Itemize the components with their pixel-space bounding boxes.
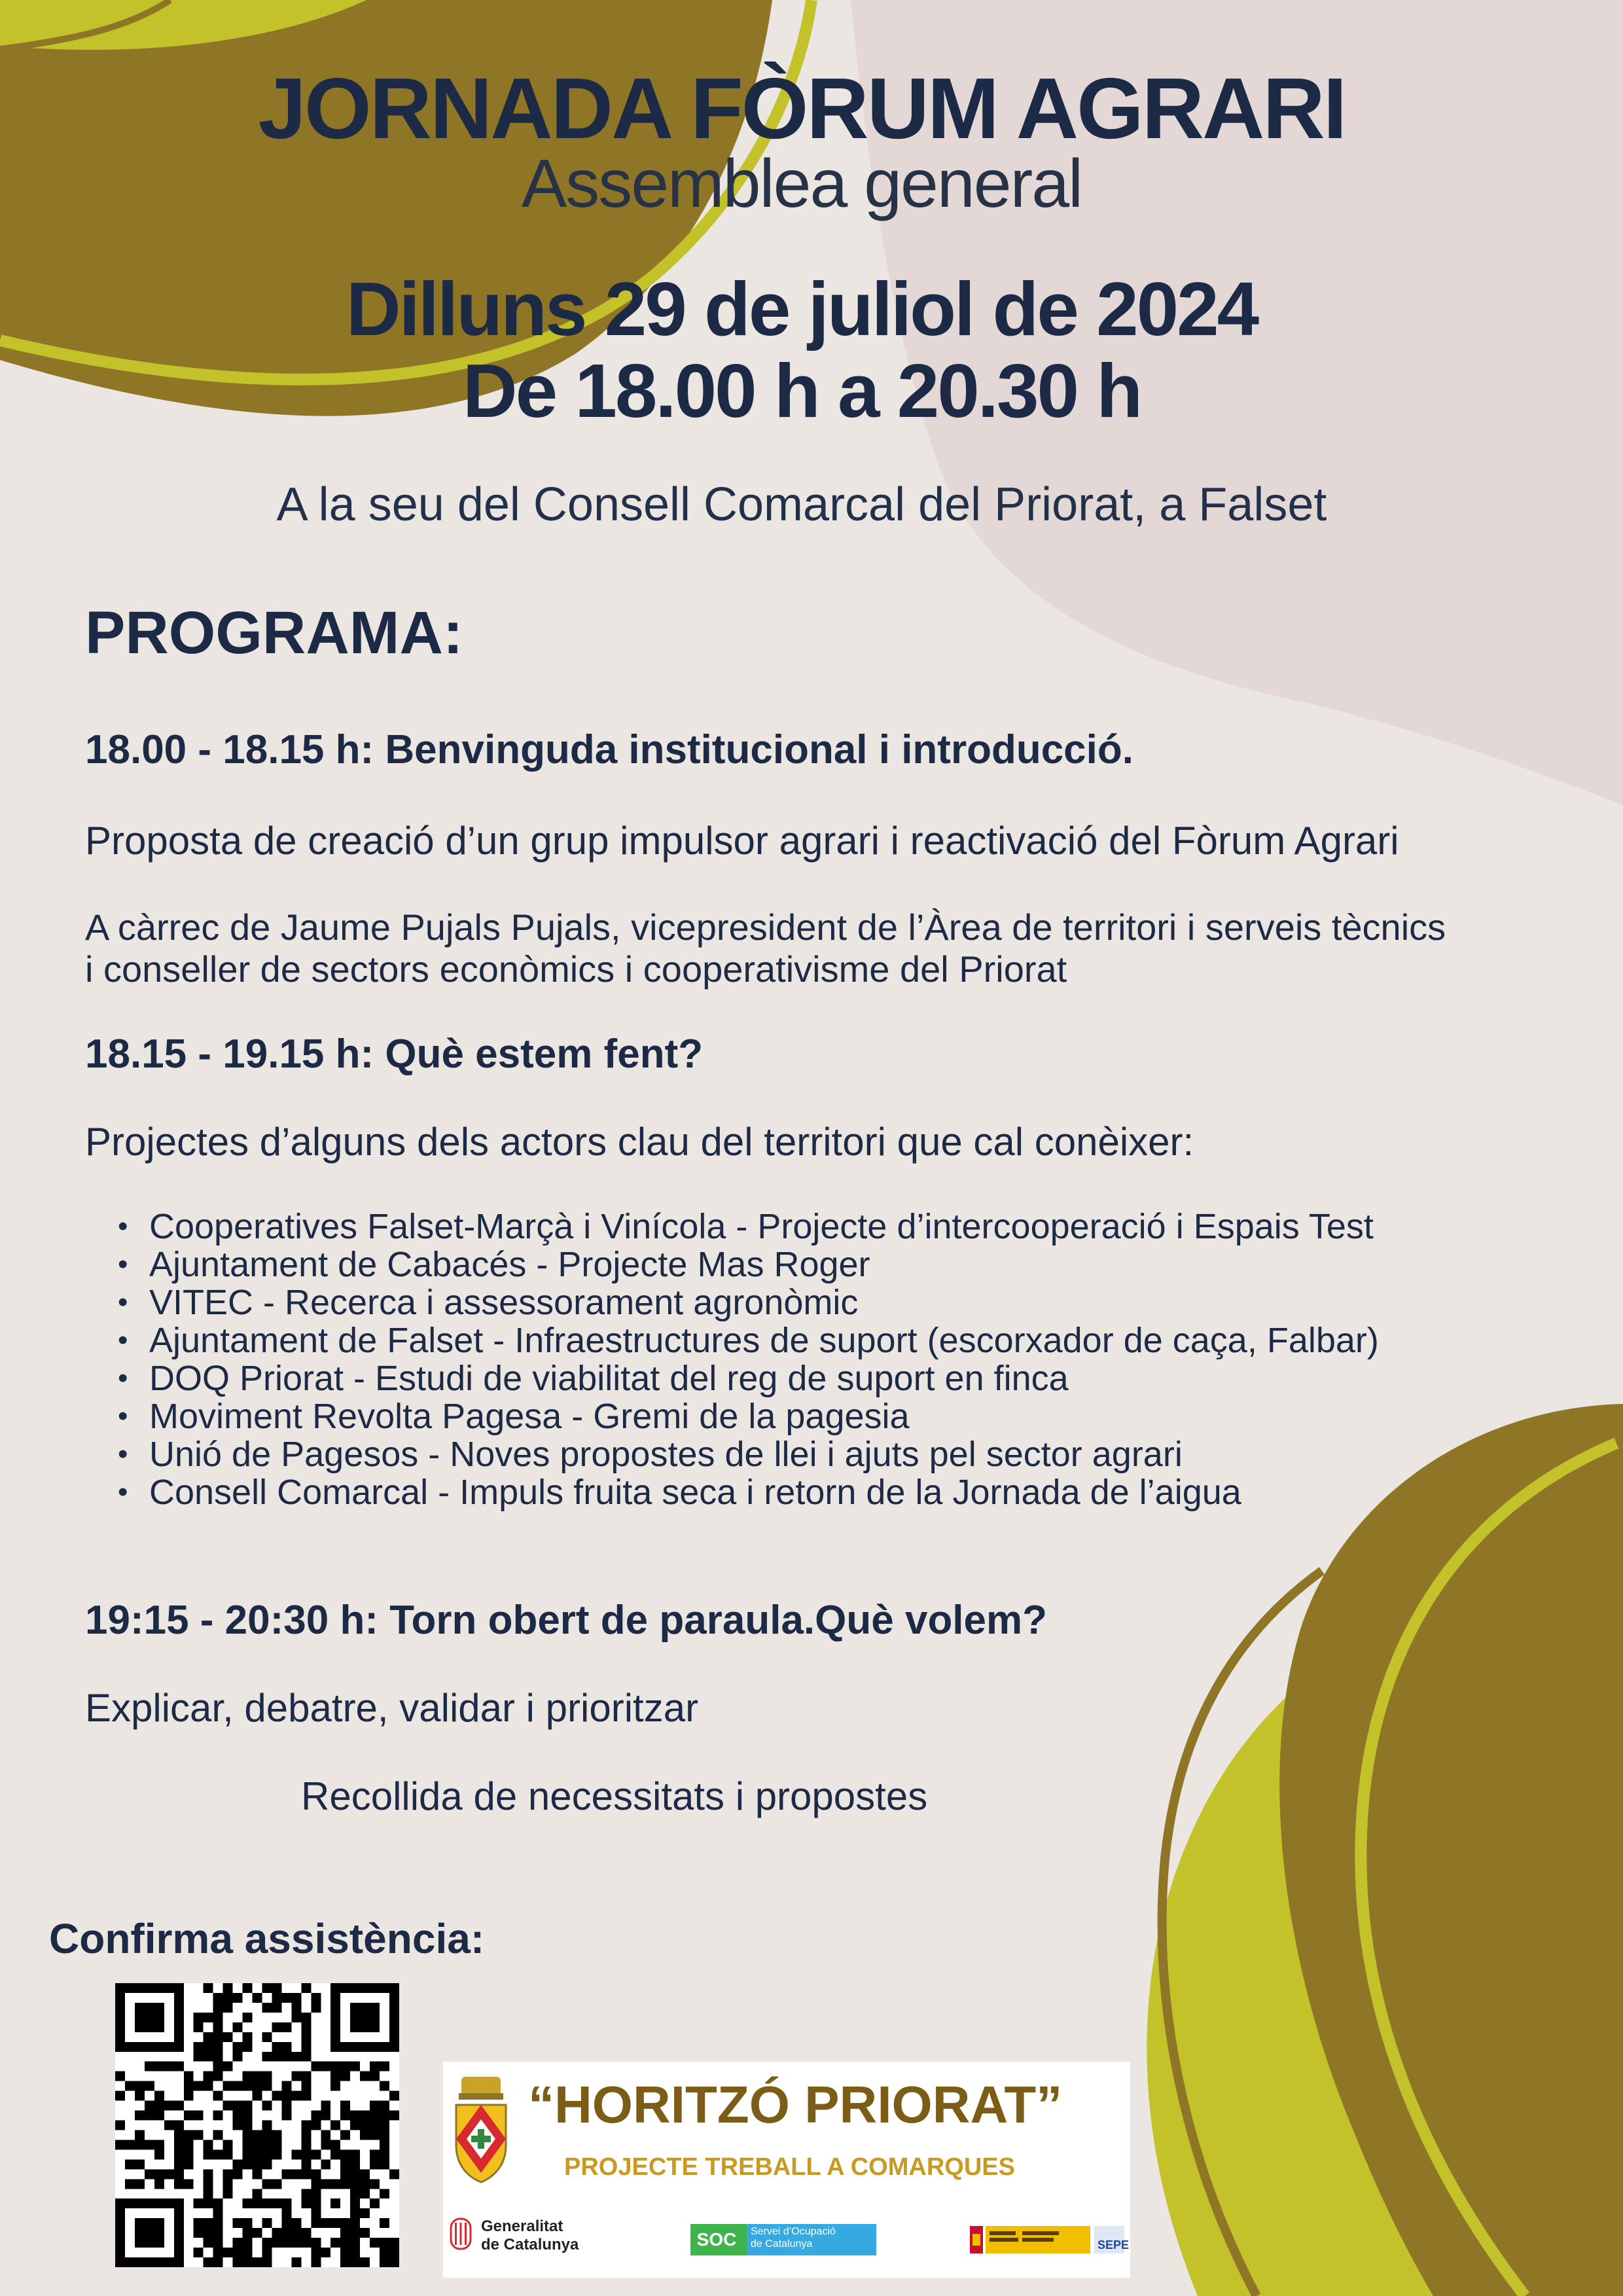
program-heading: PROGRAMA: — [85, 600, 463, 666]
event-subtitle: Assemblea general — [521, 146, 1082, 222]
list-item: • Ajuntament de Cabacés - Projecte Mas Roger — [118, 1246, 1379, 1283]
program-section-title: 19:15 - 20:30 h: Torn obert de paraula.Què volem? — [85, 1598, 1048, 1643]
program-section-text: Explicar, debatre, validar i prioritzar — [85, 1686, 699, 1730]
list-item: • Consell Comarcal - Impuls fruita seca i retorn de la Jornada de l’aigua — [118, 1473, 1379, 1511]
event-date: Dilluns 29 de juliol de 2024 — [346, 266, 1258, 351]
program-section-title: 18.15 - 19.15 h: Què estem fent? — [85, 1031, 704, 1077]
qr-code[interactable] — [115, 1983, 399, 2267]
project-subtitle: PROJECTE TREBALL A COMARQUES — [564, 2153, 1015, 2181]
list-item: • Ajuntament de Falset - Infraestructures de suport (escorxador de caça, Falbar) — [118, 1321, 1379, 1359]
list-item: • Unió de Pagesos - Noves propostes de llei i ajuts pel sector agrari — [118, 1435, 1379, 1473]
soc-description: Servei d’Ocupació de Catalunya — [751, 2226, 836, 2250]
projects-list — [118, 1208, 1379, 1511]
list-item: • Moviment Revolta Pagesa - Gremi de la pagesia — [118, 1397, 1379, 1435]
list-item: • DOQ Priorat - Estudi de viabilitat del reg de suport en finca — [118, 1359, 1379, 1397]
list-item: • Cooperatives Falset-Marçà i Vinícola - Projecte d’intercooperació i Espais Test — [118, 1208, 1379, 1246]
generalitat-flag-icon — [450, 2217, 472, 2250]
event-time: De 18.00 h a 20.30 h — [462, 348, 1141, 433]
event-venue: A la seu del Consell Comarcal del Priorat, a Falset — [276, 478, 1327, 531]
program-section-title: 18.00 - 18.15 h: Benvinguda institucional i introducció. — [85, 727, 1133, 772]
soc-label: SOC — [696, 2229, 737, 2250]
project-title: “HORITZÓ PRIORAT” — [528, 2075, 1063, 2134]
confirm-attendance-label: Confirma assistència: — [49, 1915, 485, 1962]
program-section-text: Projectes d’alguns dels actors clau del territori que cal conèixer: — [85, 1120, 1194, 1164]
program-section-text: A càrrec de Jaume Pujals Pujals, vicepresident de l’Àrea de territori i serveis tècnics i conseller de sectors econòmics i cooperativisme del Priorat — [85, 906, 1446, 990]
program-section-text: Recollida de necessitats i propostes — [301, 1774, 928, 1818]
qr-code-icon — [115, 1983, 399, 2267]
generalitat-label: Generalitat de Catalunya — [481, 2217, 579, 2253]
sponsor-logos — [443, 2062, 1130, 2278]
sepe-label: SEPE — [1097, 2238, 1130, 2251]
program-section-text: Proposta de creació d’un grup impulsor agrari i reactivació del Fòrum Agrari — [85, 819, 1399, 863]
event-title: JORNADA FÒRUM AGRARI — [258, 60, 1346, 156]
list-item: • VITEC - Recerca i assessorament agronòmic — [118, 1283, 1379, 1321]
priorat-crest-icon — [448, 2073, 514, 2185]
